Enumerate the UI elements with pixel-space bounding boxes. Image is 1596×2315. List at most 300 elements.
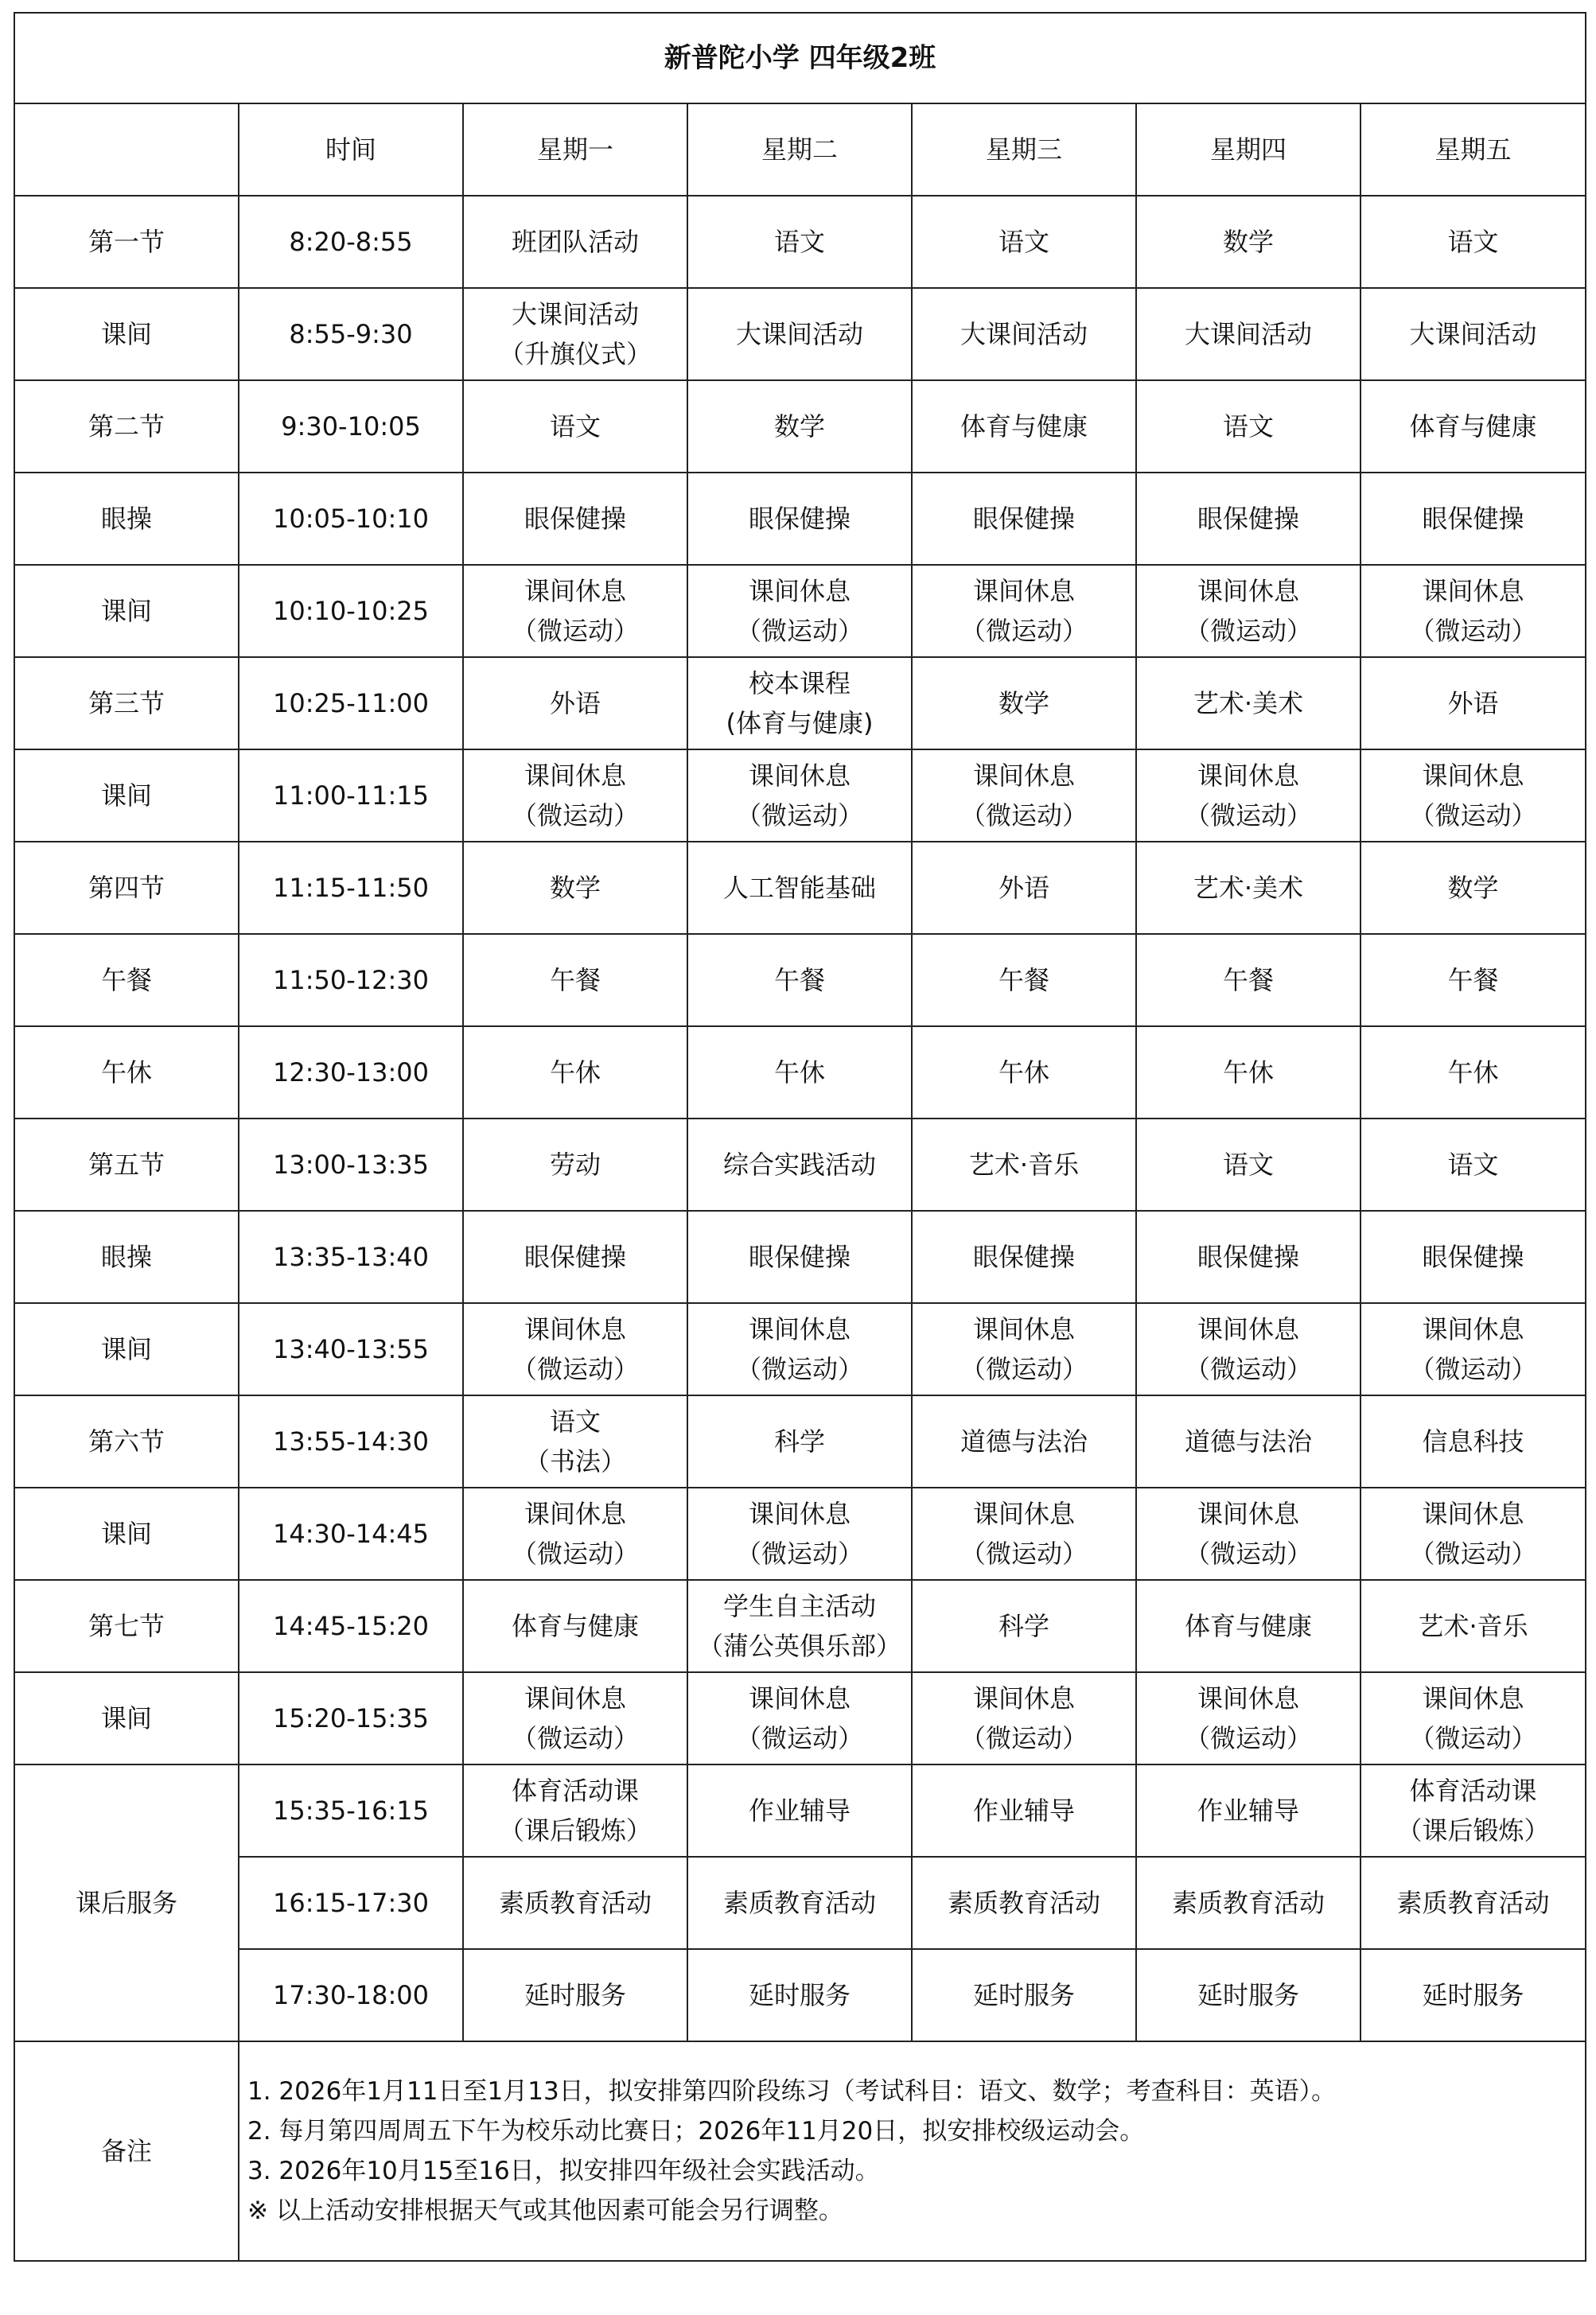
class-cell	[463, 1119, 687, 1211]
class-cell	[1360, 1119, 1586, 1211]
class-cell	[687, 934, 912, 1026]
cell-line: （微运动）	[735, 800, 863, 831]
cell-line: （微运动）	[1184, 1539, 1312, 1569]
class-cell	[912, 1303, 1136, 1395]
cell-line: 语文	[1447, 1150, 1499, 1180]
notes-content	[239, 2041, 1586, 2261]
time-cell: 14:45-15:20	[239, 1580, 463, 1672]
cell-line: 课间休息	[1422, 576, 1524, 606]
period-label: 眼操	[14, 473, 239, 565]
period-label: 第五节	[14, 1119, 239, 1211]
class-cell	[687, 473, 912, 565]
class-cell	[463, 565, 687, 657]
cell-line: 班团队活动	[511, 227, 639, 257]
class-cell	[1136, 1580, 1360, 1672]
cell-line: 延时服务	[1422, 1980, 1524, 2010]
class-cell	[1360, 288, 1586, 380]
schedule-row	[14, 196, 1586, 288]
cell-line: （微运动）	[1409, 800, 1537, 831]
time-cell: 15:20-15:35	[239, 1672, 463, 1764]
class-cell	[912, 1764, 1136, 1857]
cell-line: 眼保健操	[1197, 504, 1299, 534]
cell-line: 体育活动课	[511, 1776, 639, 1806]
note-line: 2. 每月第四周周五下午为校乐动比赛日；2026年11月20日，拟安排校级运动会。	[247, 2117, 1145, 2146]
cell-line: 大课间活动	[960, 319, 1088, 349]
cell-line: （微运动）	[1184, 800, 1312, 831]
schedule-row	[14, 1488, 1586, 1580]
cell-line: 课间休息	[524, 576, 626, 606]
cell-line: 大课间活动	[511, 299, 639, 329]
cell-line: 体育与健康	[960, 411, 1088, 442]
class-cell	[1360, 749, 1586, 842]
class-cell	[687, 1303, 912, 1395]
class-cell	[463, 842, 687, 934]
cell-line: 课间休息	[1197, 761, 1299, 791]
cell-line: 课间休息	[972, 1683, 1075, 1714]
cell-line: 课间休息	[1422, 1683, 1524, 1714]
class-cell	[1136, 565, 1360, 657]
class-cell	[687, 1949, 912, 2041]
class-cell	[463, 1672, 687, 1764]
class-cell	[463, 1764, 687, 1857]
class-cell	[912, 1395, 1136, 1488]
class-cell	[1136, 473, 1360, 565]
period-label: 午休	[14, 1026, 239, 1119]
class-cell	[912, 1857, 1136, 1949]
after-school-row	[14, 1857, 1586, 1949]
time-cell: 17:30-18:00	[239, 1949, 463, 2041]
cell-line: （微运动）	[1409, 1723, 1537, 1753]
class-cell	[463, 196, 687, 288]
after-school-row	[14, 1949, 1586, 2041]
class-cell	[687, 565, 912, 657]
time-cell: 14:30-14:45	[239, 1488, 463, 1580]
cell-line: （微运动）	[1409, 1539, 1537, 1569]
time-cell: 9:30-10:05	[239, 380, 463, 473]
cell-line: 午餐	[773, 965, 825, 995]
class-cell	[1360, 1949, 1586, 2041]
class-cell	[1360, 1488, 1586, 1580]
cell-line: 校本课程	[748, 668, 851, 698]
cell-line: 课间休息	[748, 576, 851, 606]
cell-line: 课间休息	[1422, 1499, 1524, 1529]
class-cell	[687, 1488, 912, 1580]
cell-line: 大课间活动	[1184, 319, 1312, 349]
class-cell	[1360, 842, 1586, 934]
schedule-row	[14, 842, 1586, 934]
class-cell	[1360, 196, 1586, 288]
class-cell	[1360, 1211, 1586, 1303]
class-cell	[1360, 565, 1586, 657]
class-cell	[912, 657, 1136, 749]
class-cell	[1136, 1857, 1360, 1949]
class-cell	[1360, 380, 1586, 473]
cell-line: 信息科技	[1422, 1426, 1524, 1457]
class-cell	[463, 288, 687, 380]
class-cell	[912, 1580, 1136, 1672]
class-cell	[1136, 380, 1360, 473]
class-cell	[1360, 1580, 1586, 1672]
class-cell	[463, 1303, 687, 1395]
cell-line: （微运动）	[511, 1354, 639, 1384]
class-cell	[912, 288, 1136, 380]
cell-line: （微运动）	[1184, 1354, 1312, 1384]
cell-line: 外语	[1447, 688, 1499, 718]
cell-line: （微运动）	[511, 800, 639, 831]
cell-line: 课间休息	[1197, 1499, 1299, 1529]
schedule-row	[14, 1026, 1586, 1119]
time-cell: 12:30-13:00	[239, 1026, 463, 1119]
cell-line: 眼保健操	[1197, 1242, 1299, 1272]
schedule-row	[14, 934, 1586, 1026]
cell-line: （微运动）	[960, 1354, 1088, 1384]
cell-line: 眼保健操	[972, 504, 1075, 534]
class-cell	[912, 842, 1136, 934]
cell-line: （书法）	[524, 1446, 626, 1477]
class-cell	[912, 1211, 1136, 1303]
class-cell	[463, 934, 687, 1026]
cell-line: 语文	[549, 1407, 601, 1437]
schedule-row	[14, 473, 1586, 565]
cell-line: 午休	[1447, 1057, 1499, 1087]
class-cell	[1136, 934, 1360, 1026]
class-cell	[1360, 1672, 1586, 1764]
cell-line: （微运动）	[735, 1539, 863, 1569]
cell-line: 午餐	[1447, 965, 1499, 995]
class-cell	[1136, 842, 1360, 934]
schedule-row	[14, 1119, 1586, 1211]
class-cell	[1136, 1303, 1360, 1395]
time-cell: 13:35-13:40	[239, 1211, 463, 1303]
cell-line: 眼保健操	[1422, 504, 1524, 534]
header-day: 星期四	[1136, 103, 1360, 196]
class-cell	[687, 749, 912, 842]
cell-line: 延时服务	[748, 1980, 851, 2010]
period-label: 课间	[14, 565, 239, 657]
period-label: 课间	[14, 1303, 239, 1395]
schedule-row	[14, 565, 1586, 657]
class-cell	[1136, 657, 1360, 749]
class-cell	[912, 473, 1136, 565]
class-cell	[1136, 749, 1360, 842]
cell-line: 眼保健操	[748, 504, 851, 534]
cell-line: 课间休息	[748, 761, 851, 791]
header-row	[14, 103, 1586, 196]
schedule-row	[14, 1580, 1586, 1672]
cell-line: 延时服务	[972, 1980, 1075, 2010]
cell-line: 大课间活动	[735, 319, 863, 349]
class-cell	[1136, 1211, 1360, 1303]
cell-line: 课间休息	[748, 1314, 851, 1344]
cell-line: 体育与健康	[511, 1611, 639, 1641]
cell-line: 课间休息	[1422, 1314, 1524, 1344]
cell-line: 艺术·音乐	[968, 1150, 1080, 1180]
header-corner	[14, 103, 239, 196]
class-cell	[463, 473, 687, 565]
cell-line: 课间休息	[1197, 1314, 1299, 1344]
class-cell	[912, 565, 1136, 657]
cell-line: （微运动）	[511, 1723, 639, 1753]
time-cell: 13:00-13:35	[239, 1119, 463, 1211]
class-cell	[1136, 1026, 1360, 1119]
cell-line: 延时服务	[1197, 1980, 1299, 2010]
cell-line: 学生自主活动	[722, 1591, 876, 1621]
class-cell	[912, 1672, 1136, 1764]
cell-line: 午休	[1222, 1057, 1274, 1087]
class-cell	[687, 196, 912, 288]
time-cell: 10:25-11:00	[239, 657, 463, 749]
cell-line: 课间休息	[972, 576, 1075, 606]
period-label: 第七节	[14, 1580, 239, 1672]
cell-line: （课后锻炼）	[1396, 1815, 1550, 1846]
cell-line: 午餐	[549, 965, 601, 995]
cell-line: 素质教育活动	[1171, 1888, 1325, 1918]
timetable-title: 新普陀小学 四年级2班	[14, 13, 1586, 103]
note-line: 3. 2026年10月15至16日，拟安排四年级社会实践活动。	[247, 2157, 880, 2185]
class-cell	[687, 1211, 912, 1303]
cell-line: （课后锻炼）	[498, 1815, 652, 1846]
time-cell: 10:10-10:25	[239, 565, 463, 657]
cell-line: （微运动）	[960, 1723, 1088, 1753]
cell-line: 数学	[549, 873, 601, 903]
cell-line: 课间休息	[524, 1683, 626, 1714]
class-cell	[463, 1026, 687, 1119]
schedule-row	[14, 1211, 1586, 1303]
cell-line: 眼保健操	[748, 1242, 851, 1272]
cell-line: （微运动）	[1184, 1723, 1312, 1753]
class-cell	[687, 1119, 912, 1211]
cell-line: （微运动）	[960, 1539, 1088, 1569]
cell-line: （微运动）	[1184, 616, 1312, 646]
header-time: 时间	[239, 103, 463, 196]
header-day: 星期二	[687, 103, 912, 196]
time-cell: 13:40-13:55	[239, 1303, 463, 1395]
class-cell	[912, 1119, 1136, 1211]
cell-line: 素质教育活动	[722, 1888, 876, 1918]
class-cell	[1360, 1303, 1586, 1395]
class-cell	[1136, 196, 1360, 288]
cell-line: 眼保健操	[524, 504, 626, 534]
time-cell: 10:05-10:10	[239, 473, 463, 565]
cell-line: 数学	[773, 411, 825, 442]
class-cell	[463, 1949, 687, 2041]
class-cell	[463, 657, 687, 749]
cell-line: 课间休息	[972, 1314, 1075, 1344]
cell-line: 课间休息	[1197, 1683, 1299, 1714]
schedule-row	[14, 657, 1586, 749]
cell-line: 课间休息	[748, 1499, 851, 1529]
notes-label: 备注	[14, 2041, 239, 2261]
class-cell	[1136, 1119, 1360, 1211]
period-label: 课间	[14, 1488, 239, 1580]
class-cell	[1360, 473, 1586, 565]
cell-line: 作业辅导	[748, 1796, 851, 1826]
cell-line: 艺术·美术	[1193, 873, 1304, 903]
period-label: 第二节	[14, 380, 239, 473]
cell-line: 体育活动课	[1409, 1776, 1537, 1806]
class-cell	[1360, 1764, 1586, 1857]
cell-line: （微运动）	[735, 1354, 863, 1384]
cell-line: 人工智能基础	[722, 873, 876, 903]
class-cell	[1136, 1764, 1360, 1857]
cell-line: 科学	[998, 1611, 1049, 1641]
notes-row	[14, 2041, 1586, 2261]
cell-line: 综合实践活动	[722, 1150, 876, 1180]
period-label: 眼操	[14, 1211, 239, 1303]
class-cell	[463, 1395, 687, 1488]
cell-line: 课间休息	[1422, 761, 1524, 791]
cell-line: 外语	[998, 873, 1049, 903]
after-school-label: 课后服务	[14, 1764, 239, 2041]
time-cell: 11:15-11:50	[239, 842, 463, 934]
cell-line: 课间休息	[1197, 576, 1299, 606]
cell-line: 眼保健操	[1422, 1242, 1524, 1272]
cell-line: （微运动）	[511, 616, 639, 646]
cell-line: 外语	[549, 688, 601, 718]
class-cell	[912, 1026, 1136, 1119]
cell-line: 体育与健康	[1184, 1611, 1312, 1641]
class-cell	[687, 380, 912, 473]
class-cell	[1136, 1488, 1360, 1580]
class-cell	[687, 657, 912, 749]
class-cell	[912, 934, 1136, 1026]
schedule-row	[14, 288, 1586, 380]
class-cell	[912, 380, 1136, 473]
class-cell	[687, 1580, 912, 1672]
note-line: 1. 2026年1月11日至1月13日，拟安排第四阶段练习（考试科目：语文、数学；考查科目：英语）。	[247, 2077, 1337, 2106]
class-cell	[687, 288, 912, 380]
class-cell	[463, 380, 687, 473]
schedule-row	[14, 1303, 1586, 1395]
cell-line: 语文	[1222, 1150, 1274, 1180]
cell-line: 语文	[549, 411, 601, 442]
class-cell	[1136, 1672, 1360, 1764]
class-cell	[1360, 657, 1586, 749]
period-label: 第六节	[14, 1395, 239, 1488]
time-cell: 11:50-12:30	[239, 934, 463, 1026]
cell-line: 数学	[1447, 873, 1499, 903]
class-cell	[1360, 1026, 1586, 1119]
class-cell	[687, 842, 912, 934]
schedule-row	[14, 380, 1586, 473]
cell-line: 数学	[1222, 227, 1274, 257]
cell-line: 道德与法治	[960, 1426, 1088, 1457]
cell-line: 作业辅导	[1197, 1796, 1299, 1826]
cell-line: 语文	[1447, 227, 1499, 257]
cell-line: 午餐	[998, 965, 1049, 995]
class-cell	[1136, 1395, 1360, 1488]
schedule-row	[14, 1395, 1586, 1488]
cell-line: 课间休息	[972, 761, 1075, 791]
header-day: 星期一	[463, 103, 687, 196]
class-cell	[1360, 1857, 1586, 1949]
cell-line: 午休	[773, 1057, 825, 1087]
period-label: 午餐	[14, 934, 239, 1026]
period-label: 第四节	[14, 842, 239, 934]
class-cell	[1136, 1949, 1360, 2041]
cell-line: 素质教育活动	[947, 1888, 1100, 1918]
class-cell	[912, 196, 1136, 288]
class-cell	[1360, 934, 1586, 1026]
class-cell	[687, 1764, 912, 1857]
cell-line: 午休	[998, 1057, 1049, 1087]
class-cell	[912, 1949, 1136, 2041]
time-cell: 8:20-8:55	[239, 196, 463, 288]
note-line: ※ 以上活动安排根据天气或其他因素可能会另行调整。	[247, 2196, 843, 2225]
cell-line: 课间休息	[524, 1499, 626, 1529]
period-label: 第一节	[14, 196, 239, 288]
class-cell	[912, 749, 1136, 842]
cell-line: （微运动）	[735, 616, 863, 646]
cell-line: 课间休息	[748, 1683, 851, 1714]
cell-line: 作业辅导	[972, 1796, 1075, 1826]
cell-line: 道德与法治	[1184, 1426, 1312, 1457]
schedule-row	[14, 749, 1586, 842]
period-label: 第三节	[14, 657, 239, 749]
time-cell: 13:55-14:30	[239, 1395, 463, 1488]
period-label: 课间	[14, 1672, 239, 1764]
cell-line: （微运动）	[1409, 1354, 1537, 1384]
class-cell	[1360, 1395, 1586, 1488]
time-cell: 15:35-16:15	[239, 1764, 463, 1857]
cell-line: （蒲公英俱乐部）	[697, 1631, 901, 1661]
cell-line: (体育与健康)	[726, 708, 874, 738]
cell-line: 延时服务	[524, 1980, 626, 2010]
time-cell: 16:15-17:30	[239, 1857, 463, 1949]
header-day: 星期三	[912, 103, 1136, 196]
cell-line: 语文	[773, 227, 825, 257]
class-cell	[1136, 288, 1360, 380]
class-cell	[463, 1580, 687, 1672]
cell-line: 课间休息	[524, 1314, 626, 1344]
cell-line: 课间休息	[524, 761, 626, 791]
cell-line: （升旗仪式）	[498, 339, 652, 369]
cell-line: 艺术·美术	[1193, 688, 1304, 718]
cell-line: 劳动	[549, 1150, 601, 1180]
cell-line: 语文	[998, 227, 1049, 257]
period-label: 课间	[14, 749, 239, 842]
cell-line: 艺术·音乐	[1418, 1611, 1528, 1641]
cell-line: 语文	[1222, 411, 1274, 442]
class-cell	[463, 749, 687, 842]
cell-line: 课间休息	[972, 1499, 1075, 1529]
class-cell	[687, 1026, 912, 1119]
timetable	[14, 12, 1586, 2262]
schedule-row	[14, 1672, 1586, 1764]
class-cell	[687, 1857, 912, 1949]
time-cell: 11:00-11:15	[239, 749, 463, 842]
cell-line: 眼保健操	[972, 1242, 1075, 1272]
period-label: 课间	[14, 288, 239, 380]
cell-line: （微运动）	[960, 616, 1088, 646]
class-cell	[912, 1488, 1136, 1580]
class-cell	[687, 1395, 912, 1488]
class-cell	[463, 1488, 687, 1580]
class-cell	[463, 1857, 687, 1949]
time-cell: 8:55-9:30	[239, 288, 463, 380]
cell-line: （微运动）	[960, 800, 1088, 831]
header-day: 星期五	[1360, 103, 1586, 196]
class-cell	[687, 1672, 912, 1764]
cell-line: （微运动）	[511, 1539, 639, 1569]
cell-line: 素质教育活动	[498, 1888, 652, 1918]
after-school-row	[14, 1764, 1586, 1857]
cell-line: （微运动）	[1409, 616, 1537, 646]
cell-line: 数学	[998, 688, 1049, 718]
class-cell	[463, 1211, 687, 1303]
cell-line: 午餐	[1222, 965, 1274, 995]
cell-line: 大课间活动	[1409, 319, 1537, 349]
